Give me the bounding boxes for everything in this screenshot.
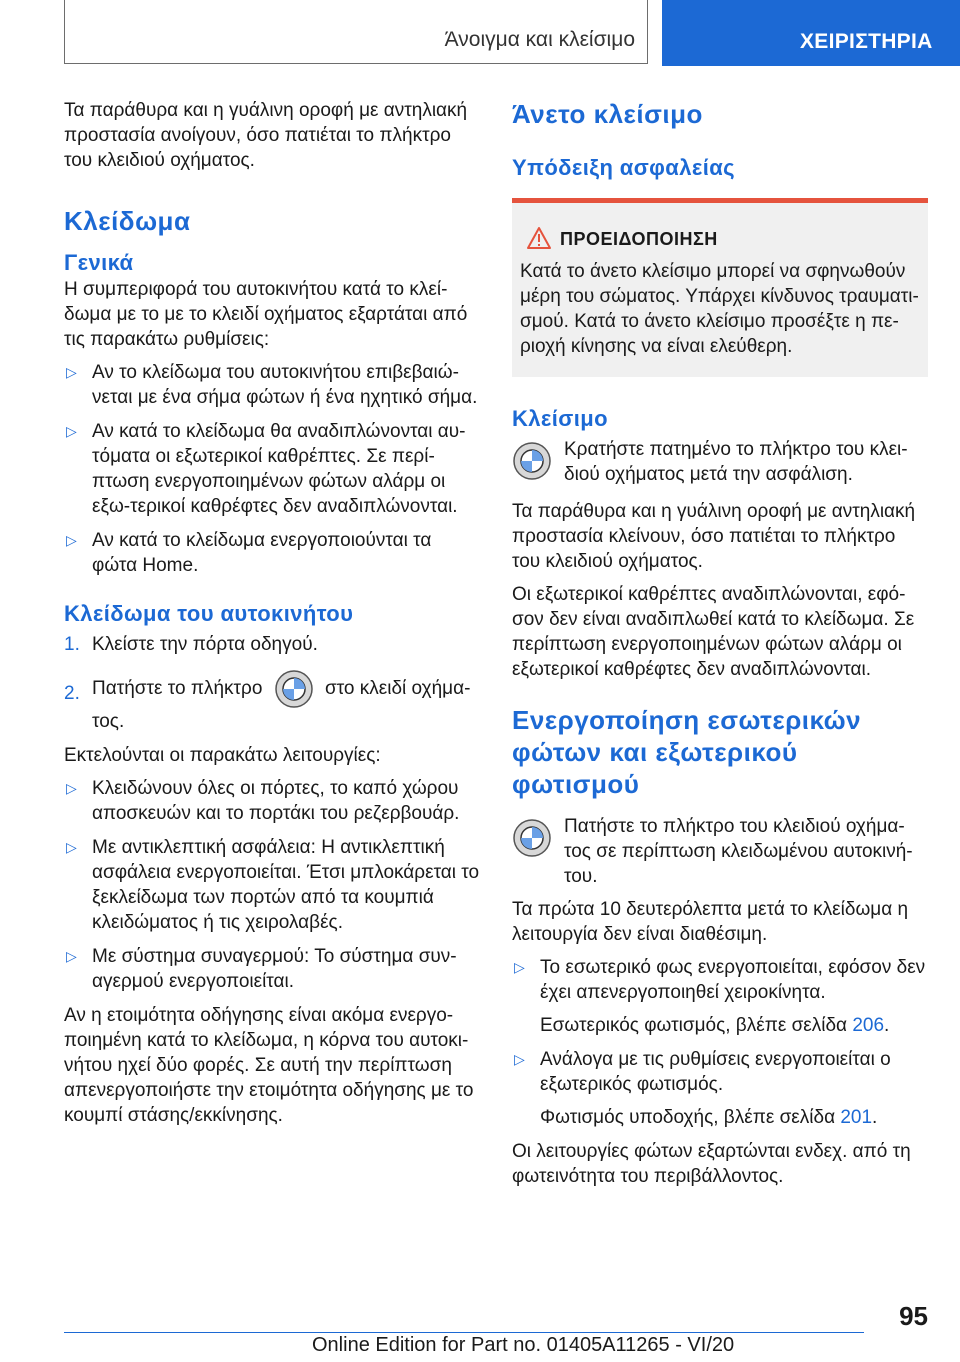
list-item-text: Κλειδώνουν όλες οι πόρτες, το καπό χώρου αποσκευών και το πορτάκι του ρεζερβουάρ.	[92, 778, 460, 824]
closing-paragraph-2: Οι εξωτερικοί καθρέπτες αναδιπλώνονται, εφό-σον δεν είναι αναδιπλωθεί κατά το κλείδωμα. Σε περίπτωση ενεργοποιημένων φώτων αλάρμ οι εξωτερικοί καθρέφτες δεν αναδιπλώνονται.	[512, 584, 915, 680]
triangle-bullet-icon: ▷	[66, 423, 77, 439]
list-item-text: Αν κατά το κλείδωμα θα αναδιπλώνονται αυ-τόματα οι εξωτερικοί καθρέπτες. Σε περί-πτωση ενεργοποιημένων φώτων αλάρμ οι εξω-τερικοί καθρέφτες δεν αναδιπλώνονται.	[92, 421, 466, 517]
chapter-title: Άνοιγμα και κλείσιμο	[444, 28, 635, 51]
lights-key-text: Πατήστε το πλήκτρο του κλειδιού οχήμα-τος σε περίπτωση κλειδωμένου αυτοκινή-του.	[564, 816, 913, 887]
list-item-text: Αν κατά το κλείδωμα ενεργοποιούνται τα φώτα Home.	[92, 530, 432, 576]
page-header	[0, 0, 960, 66]
right-column	[512, 98, 928, 1197]
step-number: 2.	[64, 683, 80, 704]
warning-text: Κατά το άνετο κλείσιμο μπορεί να σφηνωθούν μέρη του σώματος. Υπάρχει κίνδυνος τραυματι-σμού. Κατά το άνετο κλείσιμο προσέξτε η πε-ριοχή κίνησης να είναι ελεύθερη.	[520, 261, 919, 357]
triangle-bullet-icon: ▷	[66, 532, 77, 548]
step-number: 1.	[64, 634, 80, 655]
list-item	[64, 360, 480, 410]
list-item-text: Ανάλογα με τις ρυθμίσεις ενεργοποιείται ο εξωτερικός φωτισμός.	[540, 1049, 891, 1095]
list-item	[512, 955, 928, 1038]
triangle-bullet-icon: ▷	[66, 780, 77, 796]
step-text: Κλείστε την πόρτα οδηγού.	[92, 634, 318, 655]
lights-key-instruction	[512, 814, 928, 889]
section-label: ΧΕΙΡΙΣΤΗΡΙΑ	[800, 30, 933, 53]
list-item	[64, 776, 480, 826]
list-item	[64, 944, 480, 994]
edition-footer: Online Edition for Part no. 01405A11265 - VI/20	[312, 1334, 735, 1356]
page-number: 95	[899, 1301, 928, 1331]
warning-title: ΠΡΟΕΙΔΟΠΟΙΗΣΗ	[520, 227, 920, 251]
list-item	[64, 528, 480, 578]
functions-bullet-list	[64, 776, 480, 994]
closing-key-instruction	[512, 437, 928, 487]
warning-box	[512, 198, 928, 377]
left-column	[64, 98, 480, 1136]
list-item	[64, 835, 480, 935]
triangle-bullet-icon: ▷	[514, 959, 525, 975]
chapter-tab	[64, 0, 648, 64]
vehicle-key-button-icon	[512, 818, 552, 858]
list-item	[512, 1047, 928, 1130]
triangle-bullet-icon: ▷	[66, 839, 77, 855]
vehicle-key-button-icon	[274, 669, 314, 709]
heading-lock: Κλείδωμα	[64, 206, 191, 236]
warning-triangle-icon	[526, 226, 552, 250]
footer-divider	[64, 1332, 864, 1333]
vehicle-key-button-icon	[512, 441, 552, 481]
step-item	[64, 669, 480, 734]
lights-paragraph: Τα πρώτα 10 δευτερόλεπτα μετά το κλείδωμα η λειτουργία δεν είναι διαθέσιμη.	[512, 899, 909, 945]
heading-lights: Ενεργοποίηση εσωτερικών φώτων και εξωτερικού φωτισμού	[512, 705, 862, 799]
final-paragraph: Οι λειτουργίες φώτων εξαρτώνται ενδεχ. από τη φωτεινότητα του περιβάλλοντος.	[512, 1141, 911, 1187]
section-tab[interactable]	[662, 0, 960, 66]
triangle-bullet-icon: ▷	[66, 364, 77, 380]
general-bullet-list	[64, 360, 480, 578]
list-item	[64, 419, 480, 519]
readiness-paragraph: Αν η ετοιμότητα οδήγησης είναι ακόμα ενεργο-ποιημένη κατά το κλείδωμα, η κόρνα του αυτοκι-νήτου ηχεί δύο φορές. Σε αυτή την περίπτωση απενεργοποιήστε την ετοιμότητα οδήγησης με το κουμπί στάσης/εκκίνησης.	[64, 1005, 474, 1126]
list-item-text: Αν το κλείδωμα του αυτοκινήτου επιβεβαιώ-νεται με ένα σήμα φώτων ή ένα ηχητικό σήμα.	[92, 362, 478, 408]
closing-key-text: Κρατήστε πατημένο το πλήκτρο του κλει-διού οχήματος μετά την ασφάλιση.	[564, 439, 908, 485]
triangle-bullet-icon: ▷	[514, 1051, 525, 1067]
page-reference: Εσωτερικός φωτισμός, βλέπε σελίδα 206.	[540, 1015, 890, 1036]
heading-comfort-close: Άνετο κλείσιμο	[512, 99, 703, 129]
general-paragraph: Η συμπεριφορά του αυτοκινήτου κατά το κλεί-δωμα με το με το κλειδί οχήματος εξαρτάται από τις παρακάτω ρυθμίσεις:	[64, 279, 468, 350]
heading-vehicle-lock: Κλείδωμα του αυτοκινήτου	[64, 601, 354, 626]
page-link-206[interactable]: 206	[852, 1015, 885, 1036]
list-item-text: Το εσωτερικό φως ενεργοποιείται, εφόσον δεν έχει απενεργοποιηθεί χειροκίνητα.	[540, 957, 926, 1003]
triangle-bullet-icon: ▷	[66, 948, 77, 964]
page-link-201[interactable]: 201	[840, 1107, 873, 1128]
step-item	[64, 632, 480, 657]
list-item-text: Με σύστημα συναγερμού: Το σύστημα συν-αγερμού ενεργοποιείται.	[92, 946, 457, 992]
step-text: Πατήστε το πλήκτρο	[92, 678, 263, 700]
intro-paragraph: Τα παράθυρα και η γυάλινη οροφή με αντηλιακή προστασία ανοίγουν, όσο πατιέται το πλήκτρο του κλειδιού οχήματος.	[64, 100, 468, 171]
closing-paragraph-1: Τα παράθυρα και η γυάλινη οροφή με αντηλιακή προστασία κλείνουν, όσο πατιέται το πλήκτρο του κλειδιού οχήματος.	[512, 501, 916, 572]
heading-general: Γενικά	[64, 250, 134, 275]
list-item-text: Με αντικλεπτική ασφάλεια: Η αντικλεπτική ασφάλεια ενεργοποιείται. Έτσι μπλοκάρεται το ξεκλείδωμα των πορτών από τα κουμπιά κλειδώματος ή τις χειρολαβές.	[92, 837, 480, 933]
heading-safety-note: Υπόδειξη ασφαλείας	[512, 155, 735, 180]
heading-closing: Κλείσιμο	[512, 406, 608, 431]
step-text: στο κλειδί οχήμα-τος.	[92, 678, 471, 732]
functions-intro: Εκτελούνται οι παρακάτω λειτουργίες:	[64, 745, 381, 766]
page-reference: Φωτισμός υποδοχής, βλέπε σελίδα 201.	[540, 1107, 878, 1128]
